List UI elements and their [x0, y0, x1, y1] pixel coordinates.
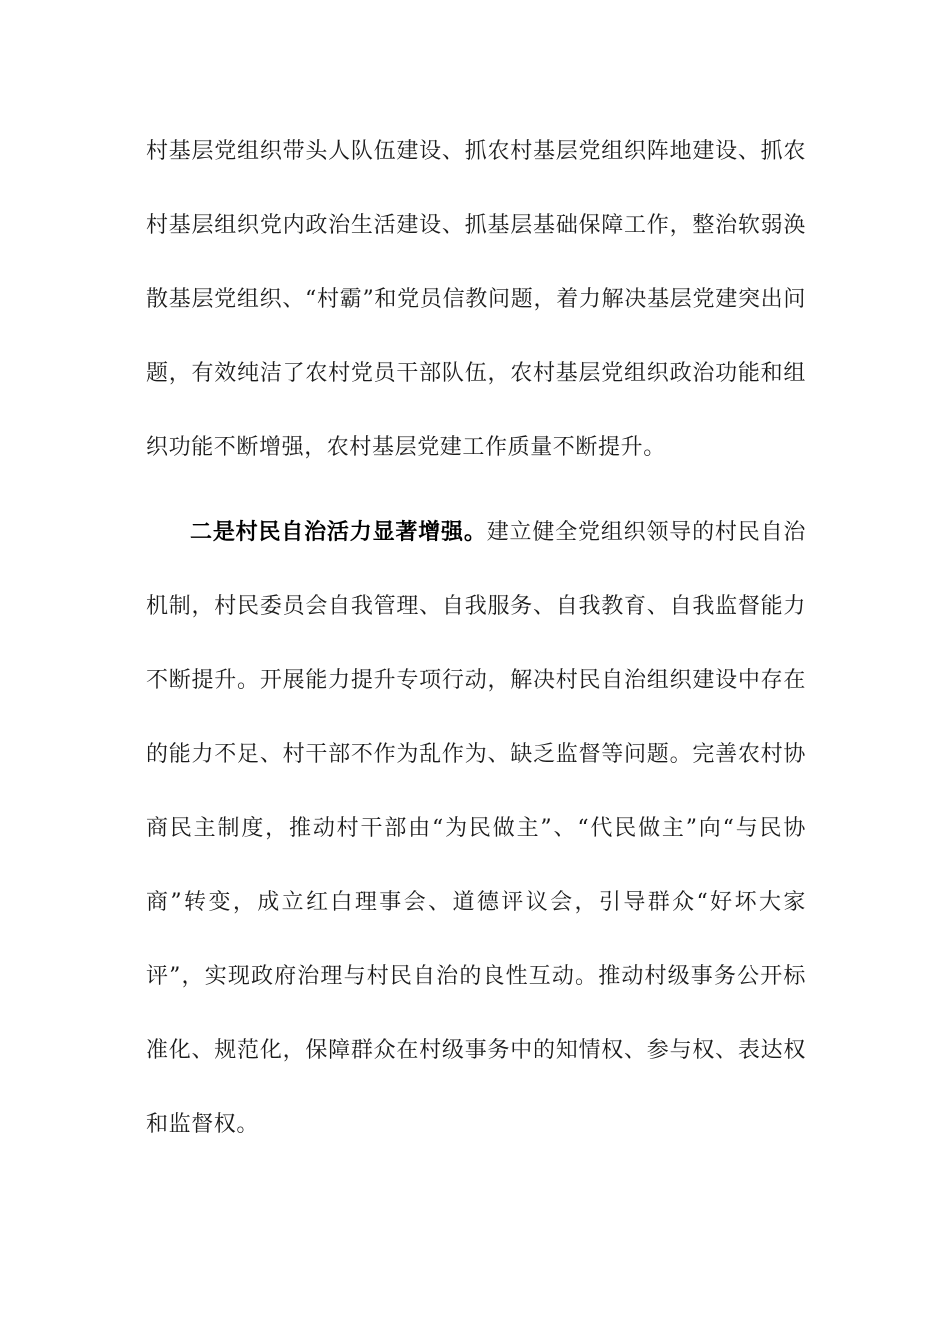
paragraph-continuation	[146, 115, 806, 485]
paragraph-lead-heading: 二是村民自治活力显著增强。	[190, 519, 487, 545]
paragraph-text: 村基层党组织带头人队伍建设、抓农村基层党组织阵地建设、抓农村基层组织党内政治生活建设、抓基层基础保障工作，整治软弱涣散基层党组织、“村霸”和党员信教问题，着力解决基层党建突出问题，有效纯洁了农村党员干部队伍，农村基层党组织政治功能和组织功能不断增强，农村基层党建工作质量不断提升。	[146, 139, 806, 460]
paragraph-text: 建立健全党组织领导的村民自治机制，村民委员会自我管理、自我服务、自我教育、自我监督能力不断提升。开展能力提升专项行动，解决村民自治组织建设中存在的能力不足、村干部不作为乱作为、缺乏监督等问题。完善农村协商民主制度，推动村干部由“为民做主”、“代民做主”向“与民协商”转变，成立红白理事会、道德评议会，引导群众“好坏大家评”，实现政府治理与村民自治的良性互动。推动村级事务公开标准化、规范化，保障群众在村级事务中的知情权、参与权、表达权和监督权。	[146, 520, 806, 1137]
paragraph-villager-autonomy	[146, 495, 806, 1162]
